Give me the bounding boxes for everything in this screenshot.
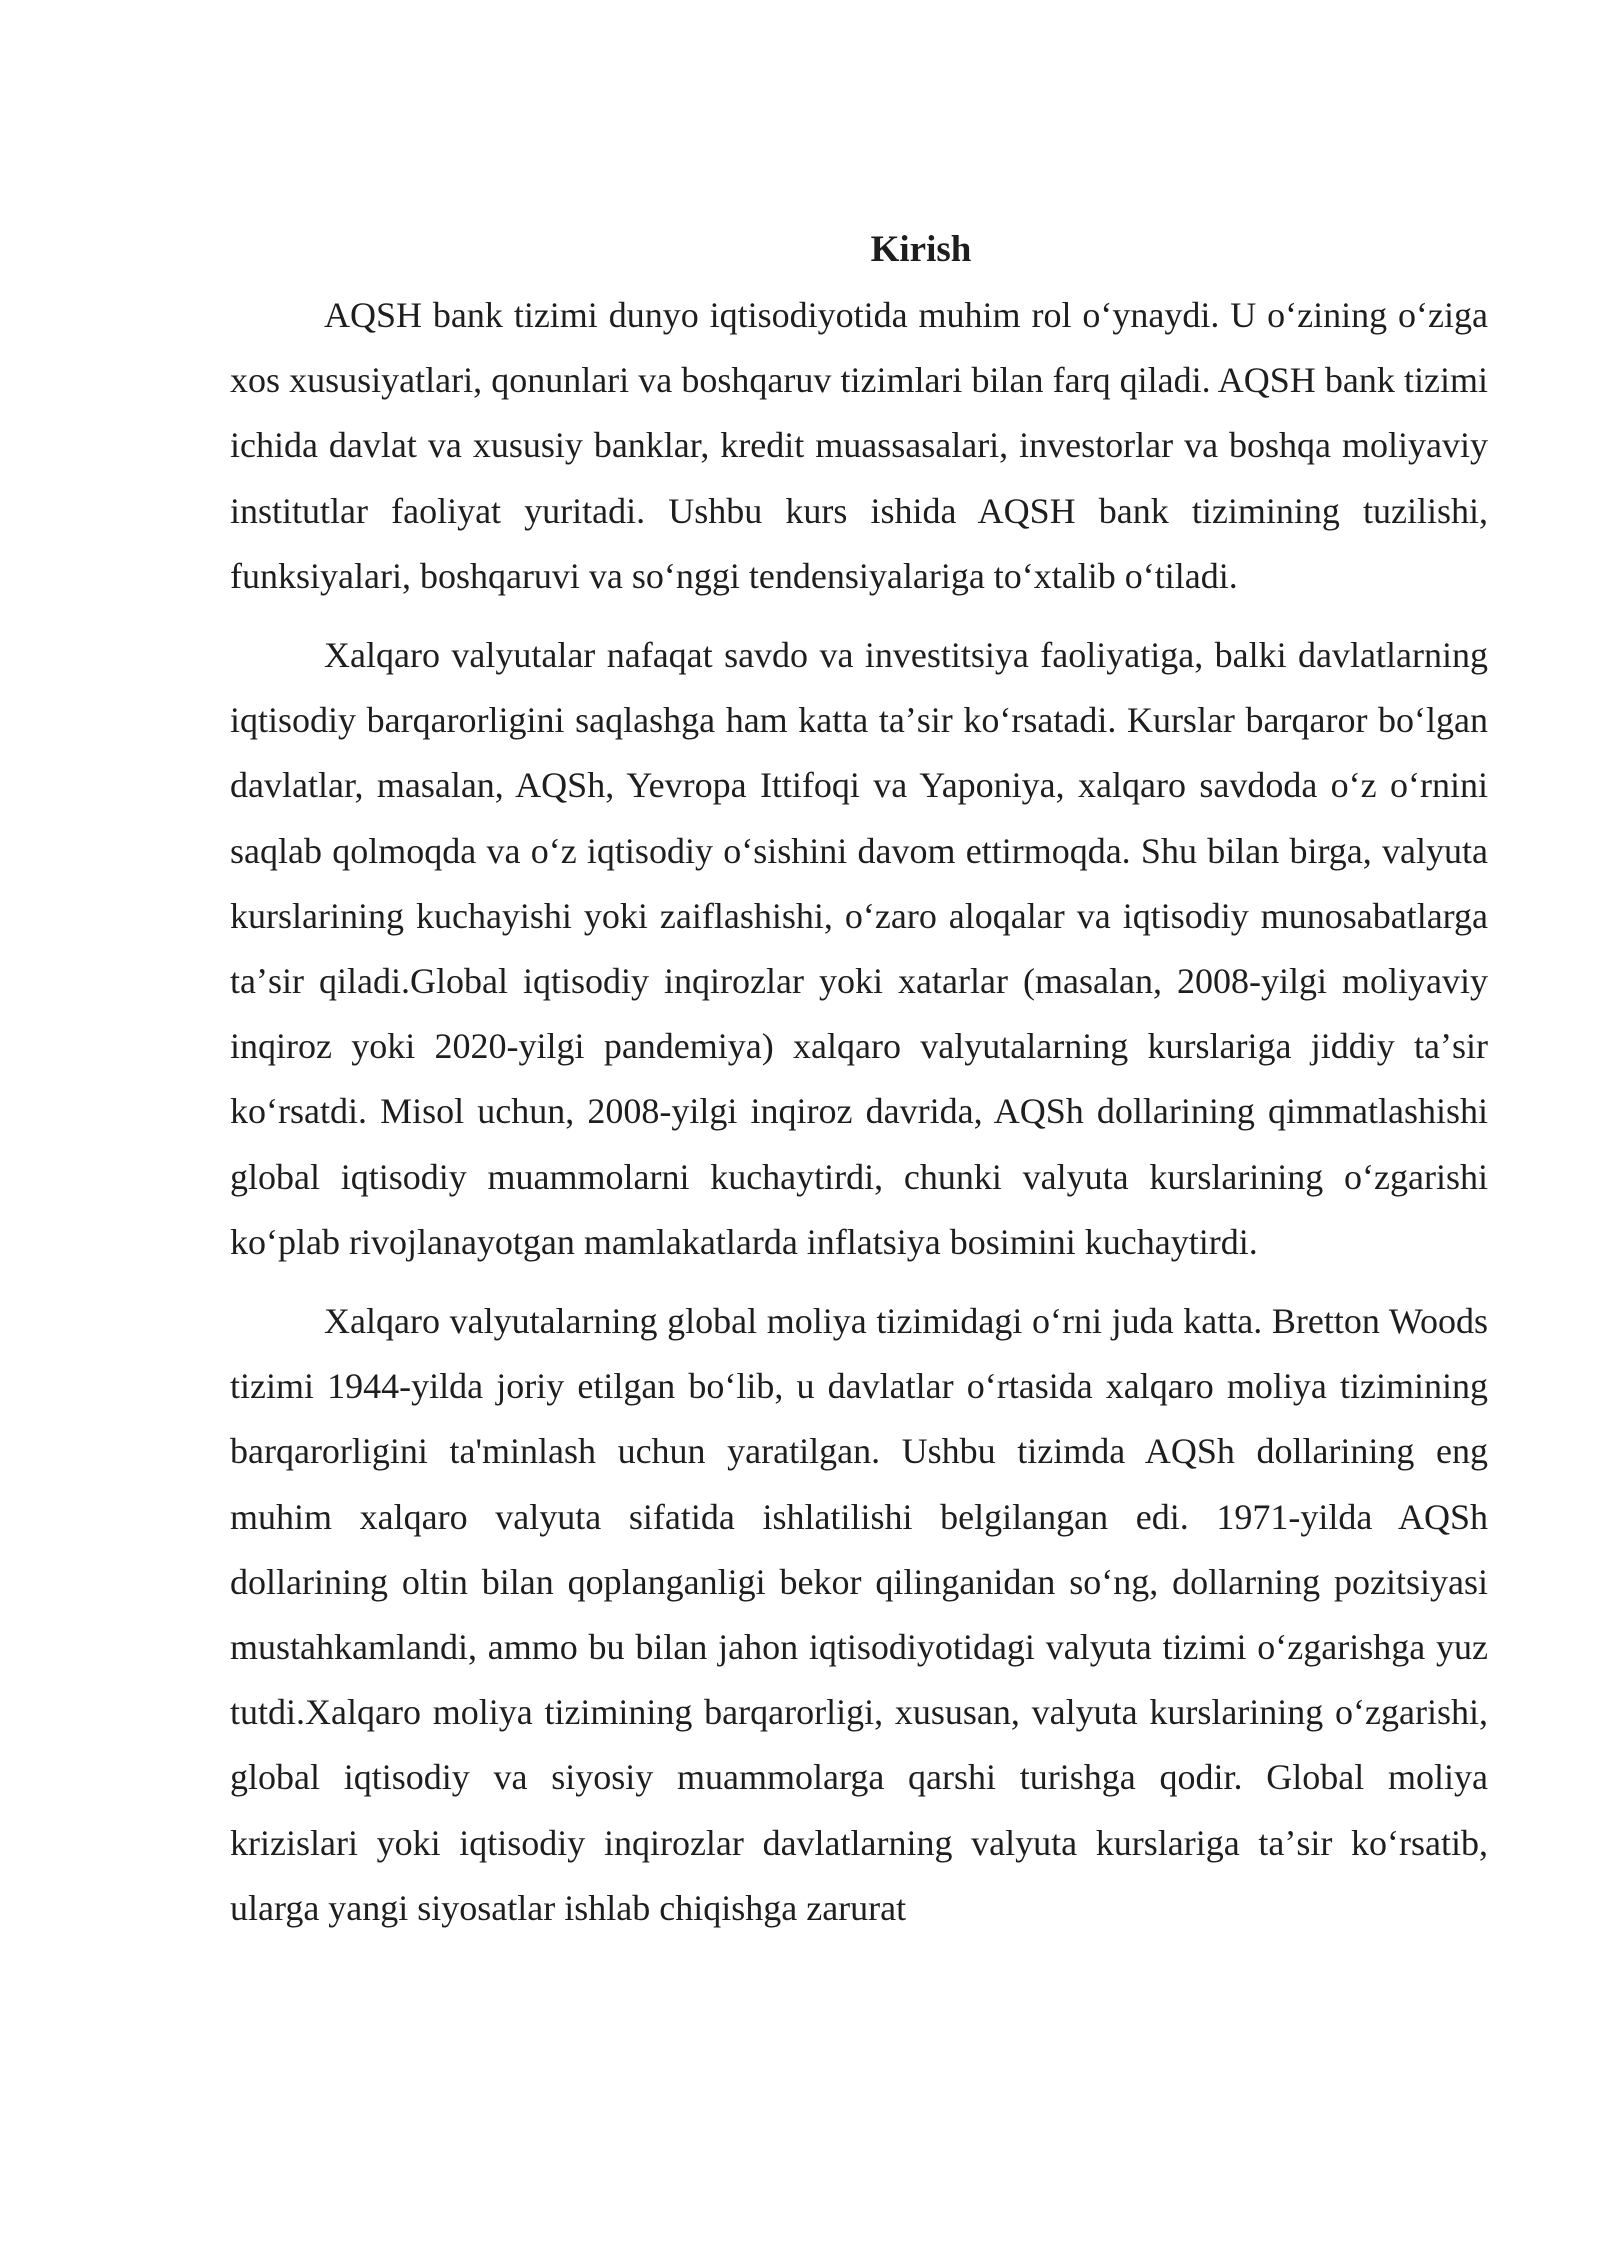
document-body bbox=[230, 222, 1488, 1955]
paragraph-2: Xalqaro valyutalar nafaqat savdo va investitsiya faoliyatiga, balki davlatlarning iqtisodiy barqarorligini saqlashga ham katta taʼsir koʻrsatadi. Kurslar barqaror boʻlgan davlatlar, masalan, AQSh, Yevropa Ittifoqi va Yaponiya, xalqaro savdoda oʻz oʻrnini saqlab qolmoqda va oʻz iqtisodiy oʻsishini davom ettirmoqda. Shu bilan birga, valyuta kurslarining kuchayishi yoki zaiflashishi, oʻzaro aloqalar va iqtisodiy munosabatlarga taʼsir qiladi.Global iqtisodiy inqirozlar yoki xatarlar (masalan, 2008-yilgi moliyaviy inqiroz yoki 2020-yilgi pandemiya) xalqaro valyutalarning kurslariga jiddiy taʼsir koʻrsatdi. Misol uchun, 2008-yilgi inqiroz davrida, AQSh dollarining qimmatlashishi global iqtisodiy muammolarni kuchaytirdi, chunki valyuta kurslarining oʻzgarishi koʻplab rivojlanayotgan mamlakatlarda inflatsiya bosimini kuchaytirdi. bbox=[230, 635, 1488, 1262]
paragraph-3: Xalqaro valyutalarning global moliya tizimidagi oʻrni juda katta. Bretton Woods tizimi 1944-yilda joriy etilgan boʻlib, u davlatlar oʻrtasida xalqaro moliya tizimining barqarorligini ta'minlash uchun yaratilgan. Ushbu tizimda AQSh dollarining eng muhim xalqaro valyuta sifatida ishlatilishi belgilangan edi. 1971-yilda AQSh dollarining oltin bilan qoplanganligi bekor qilinganidan soʻng, dollarning pozitsiyasi mustahkamlandi, ammo bu bilan jahon iqtisodiyotidagi valyuta tizimi oʻzgarishga yuz tutdi.Xalqaro moliya tizimining barqarorligi, xususan, valyuta kurslarining oʻzgarishi, global iqtisodiy va siyosiy muammolarga qarshi turishga qodir. Global moliya krizislari yoki iqtisodiy inqirozlar davlatlarning valyuta kurslariga taʼsir koʻrsatib, ularga yangi siyosatlar ishlab chiqishga zarurat bbox=[230, 1301, 1488, 1928]
paragraph-1: AQSH bank tizimi dunyo iqtisodiyotida muhim rol oʻynaydi. U oʻzining oʻziga xos xususiyatlari, qonunlari va boshqaruv tizimlari bilan farq qiladi. AQSH bank tizimi ichida davlat va xususiy banklar, kredit muassasalari, investorlar va boshqa moliyaviy institutlar faoliyat yuritadi. Ushbu kurs ishida AQSH bank tizimining tuzilishi, funksiyalari, boshqaruvi va soʻnggi tendensiyalariga toʻxtalib oʻtiladi. bbox=[230, 295, 1488, 596]
page-title: Kirish bbox=[870, 229, 972, 270]
